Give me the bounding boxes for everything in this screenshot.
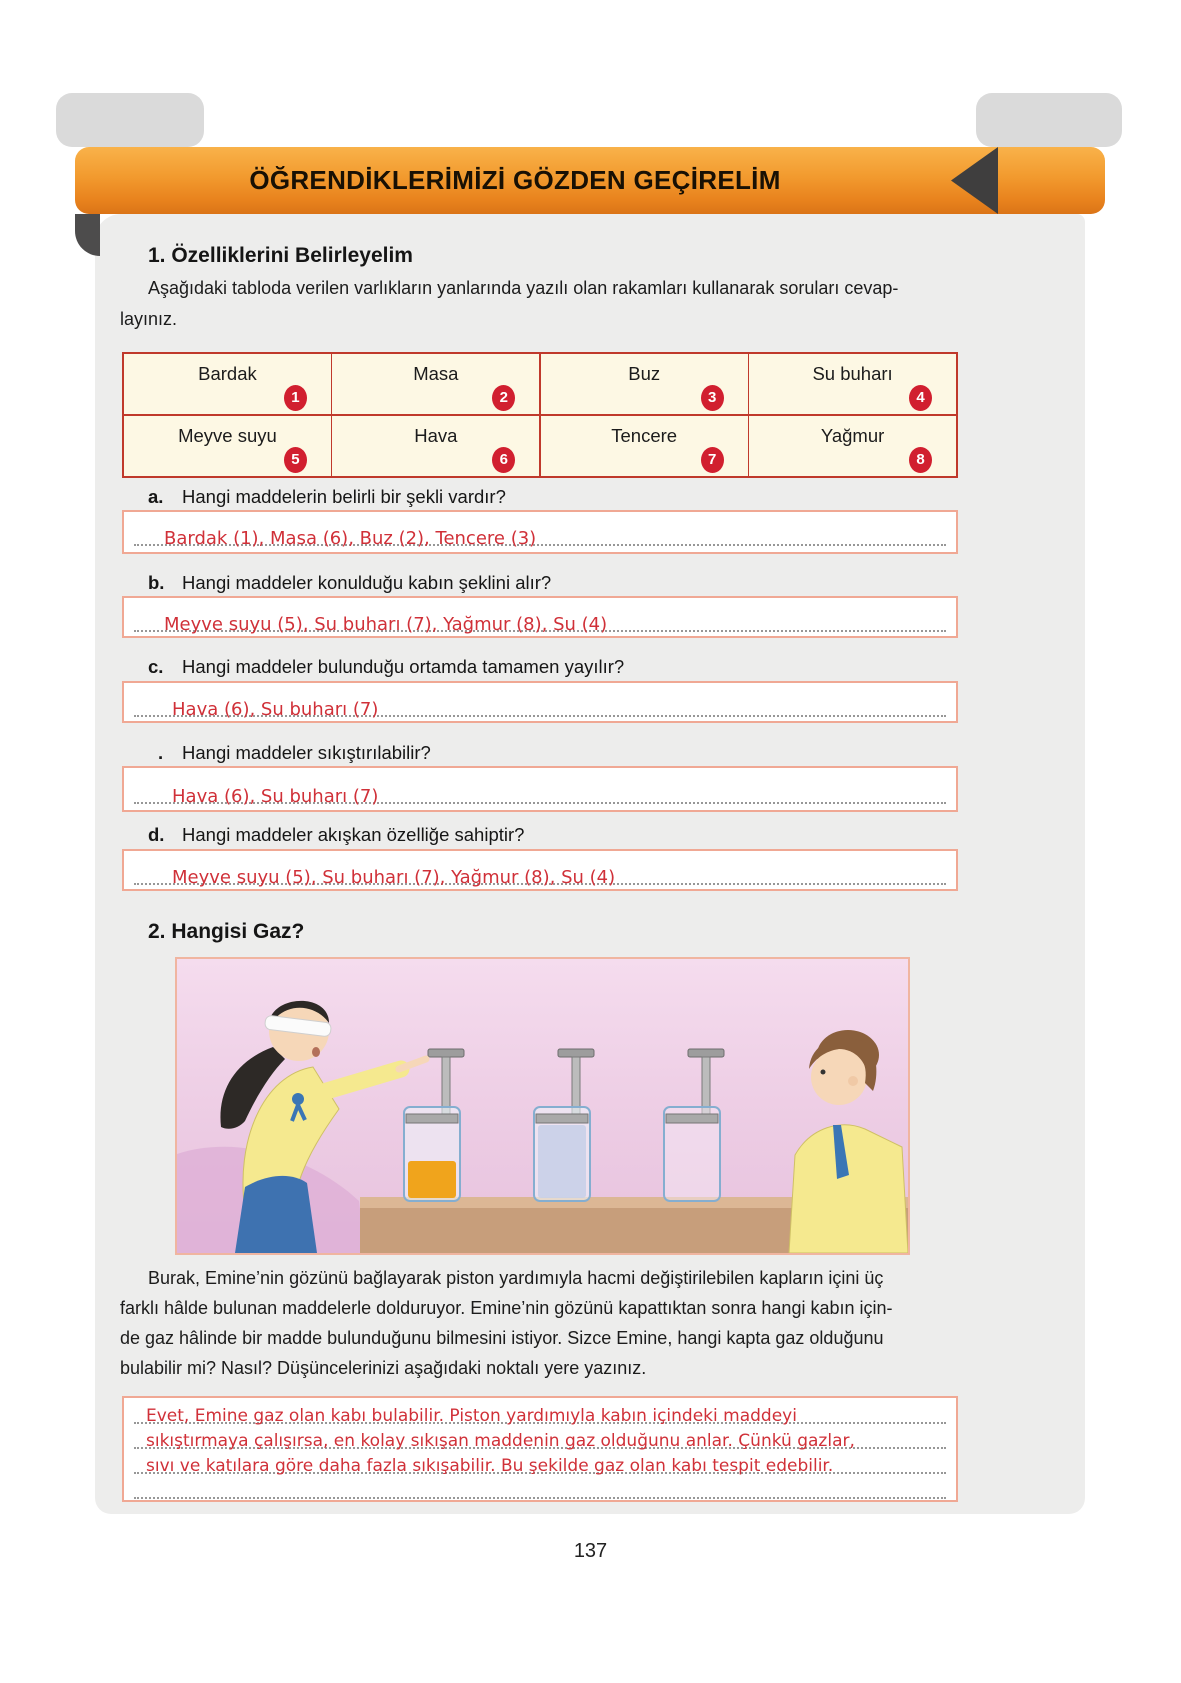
section2-heading: 2. Hangisi Gaz?	[148, 920, 305, 943]
table-cell-yagmur	[749, 416, 956, 476]
answer-box-b	[122, 596, 958, 638]
illustration-svg	[177, 959, 908, 1253]
corner-decoration-left	[56, 93, 204, 147]
answer-box-a	[122, 510, 958, 554]
answer-c-text: Hava (6), Su buharı (7)	[172, 699, 379, 720]
question-d-label: d.	[148, 824, 165, 845]
number-badge: 3	[701, 385, 724, 411]
table-cell-bardak	[124, 354, 331, 414]
table-cell-buz	[541, 354, 748, 414]
intro-line-1: Aşağıdaki tabloda verilen varlıkların yanlarında yazılı olan rakamları kullanarak soruları cevap-	[148, 278, 899, 298]
answer-box-d	[122, 849, 958, 891]
page-curl-decoration	[75, 214, 100, 256]
question-b-text: Hangi maddeler konulduğu kabın şeklini alır?	[182, 572, 552, 593]
paragraph-line-4: bulabilir mi? Nasıl? Düşüncelerinizi aşağıdaki noktalı yere yazınız.	[120, 1358, 647, 1378]
dotted-answer-line	[134, 687, 946, 720]
number-badge: 4	[909, 385, 932, 411]
number-badge: 7	[701, 447, 724, 473]
page-number: 137	[573, 1540, 608, 1562]
paragraph-line-1: Burak, Emine’nin gözünü bağlayarak piston yardımıyla hacmi değiştirilebilen kapların içini üç	[148, 1268, 884, 1288]
cell-label: Masa	[413, 363, 459, 384]
number-badge: 8	[909, 447, 932, 473]
dotted-answer-line	[134, 1399, 946, 1424]
paragraph-line-3: de gaz hâlinde bir madde bulunduğunu bilmesini istiyor. Sizce Emine, hangi kapta gaz olduğunu	[120, 1328, 884, 1348]
number-badge: 5	[284, 447, 307, 473]
illustration-hangisi-gaz	[175, 957, 910, 1255]
substances-table	[122, 352, 958, 478]
final-answer-line-2: sıkıştırmaya çalışırsa, en kolay sıkışan maddenin gaz olduğunu anlar. Çünkü gazlar,	[146, 1431, 855, 1451]
piston-container-3	[664, 1049, 724, 1201]
dotted-answer-line	[134, 855, 946, 888]
section1-heading: 1. Özelliklerini Belirleyelim	[148, 244, 413, 267]
cell-label: Hava	[414, 424, 458, 446]
intro-line-2: layınız.	[120, 309, 178, 329]
question-a	[148, 486, 506, 508]
dotted-answer-line	[134, 1449, 946, 1474]
cell-label: Bardak	[198, 363, 257, 384]
answer-b-text: Meyve suyu (5), Su buharı (7), Yağmur (8), Su (4)	[164, 614, 608, 635]
piston-container-2	[534, 1049, 594, 1201]
question-b	[148, 572, 551, 594]
question-a-label: a.	[148, 486, 164, 507]
question-b-label: b.	[148, 572, 165, 593]
cell-label: Yağmur	[820, 424, 885, 446]
cell-label: Tencere	[611, 424, 678, 446]
answer-box-cedilla	[122, 766, 958, 812]
table-cell-hava	[332, 416, 539, 476]
cell-label: Meyve suyu	[178, 424, 277, 446]
question-cedilla	[148, 742, 431, 764]
dotted-answer-line	[134, 774, 946, 807]
question-c-text: Hangi maddeler bulunduğu ortamda tamamen yayılır?	[182, 656, 625, 677]
question-c	[148, 656, 624, 678]
final-answer-box	[122, 1396, 958, 1502]
table-cell-masa	[332, 354, 539, 414]
number-badge: 6	[492, 447, 515, 473]
answer-box-c	[122, 681, 958, 723]
table-cell-tencere	[541, 416, 748, 476]
corner-decoration-right	[976, 93, 1122, 147]
question-d-text: Hangi maddeler akışkan özelliğe sahiptir?	[182, 824, 525, 845]
boy-figure	[789, 1030, 908, 1253]
cell-label: Buz	[628, 363, 661, 384]
dotted-answer-line	[134, 1424, 946, 1449]
banner-title: ÖĞRENDİKLERİMİZİ GÖZDEN GEÇİRELİM	[249, 165, 781, 195]
paragraph-line-2: farklı hâlde bulunan maddelerle dolduruyor. Emine’nin gözünü kapattıktan sonra hangi kabın için-	[120, 1298, 893, 1318]
number-badge: 2	[492, 385, 515, 411]
question-cedilla-label: .	[158, 742, 164, 763]
dotted-answer-line-empty	[134, 1474, 946, 1499]
dotted-answer-line	[134, 516, 946, 549]
answer-a-text: Bardak (1), Masa (6), Buz (2), Tencere (3)	[164, 528, 537, 549]
table-cell-meyve-suyu	[124, 416, 331, 476]
question-a-text: Hangi maddelerin belirli bir şekli vardır?	[182, 486, 506, 507]
dotted-answer-line	[134, 602, 946, 635]
piston-container-1	[404, 1049, 464, 1201]
final-answer-line-3: sıvı ve katılara göre daha fazla sıkışabilir. Bu şekilde gaz olan kabı tespit edebilir.	[146, 1456, 834, 1476]
answer-cedilla-text: Hava (6), Su buharı (7)	[172, 786, 379, 807]
final-answer-line-1: Evet, Emine gaz olan kabı bulabilir. Piston yardımıyla kabın içindeki maddeyi	[146, 1406, 797, 1426]
table-cell-su-buhari	[749, 354, 956, 414]
question-d	[148, 824, 524, 846]
answer-d-text: Meyve suyu (5), Su buharı (7), Yağmur (8), Su (4)	[172, 867, 616, 888]
header-banner	[75, 147, 1105, 214]
question-cedilla-text: Hangi maddeler sıkıştırılabilir?	[182, 742, 431, 763]
number-badge: 1	[284, 385, 307, 411]
cell-label: Su buharı	[812, 363, 893, 384]
question-c-label: c.	[148, 656, 164, 677]
